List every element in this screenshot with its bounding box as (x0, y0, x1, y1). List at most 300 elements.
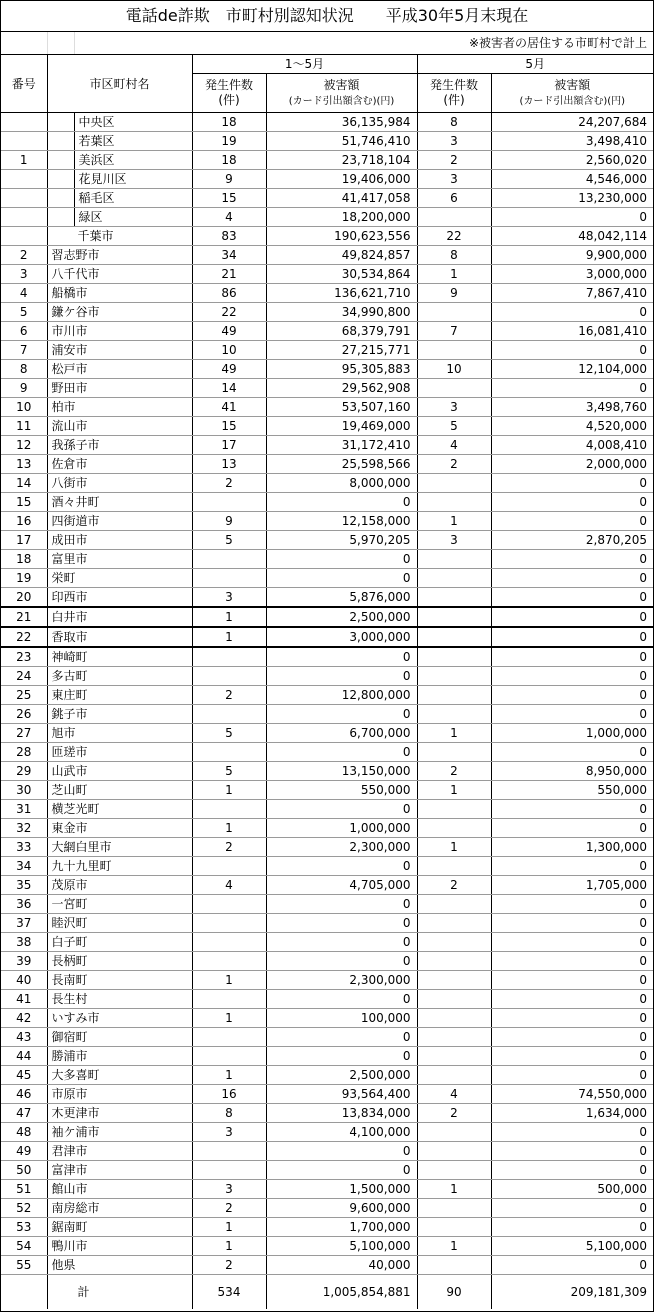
municipality-name: 横芝光町 (47, 800, 192, 819)
row-number (1, 227, 47, 246)
row-number: 16 (1, 512, 47, 531)
municipality-name: 旭市 (47, 724, 192, 743)
table-row (1, 724, 653, 743)
amount-jan-may: 0 (266, 800, 417, 819)
amount-jan-may: 0 (266, 857, 417, 876)
table-row (1, 1123, 653, 1142)
table-row (1, 1009, 653, 1028)
ward-name: 中央区 (74, 113, 192, 132)
count-may: 3 (417, 170, 491, 189)
amount-may: 2,000,000 (491, 455, 653, 474)
amount-jan-may: 1,700,000 (266, 1218, 417, 1237)
municipality-name: 長生村 (47, 990, 192, 1009)
amount-may: 2,560,020 (491, 151, 653, 170)
ward-row (1, 113, 653, 132)
row-number: 39 (1, 952, 47, 971)
table-row (1, 474, 653, 493)
amount-may: 8,950,000 (491, 762, 653, 781)
amount-may: 0 (491, 952, 653, 971)
count-may: 2 (417, 151, 491, 170)
row-number: 15 (1, 493, 47, 512)
amount-jan-may: 0 (266, 1028, 417, 1047)
amount-jan-may: 0 (266, 550, 417, 569)
total-row (1, 1275, 653, 1310)
count-jan-may (192, 493, 266, 512)
row-number: 41 (1, 990, 47, 1009)
page-title: 電話de詐欺 市町村別認知状況 平成30年5月末現在 (1, 1, 653, 32)
count-may: 1 (417, 265, 491, 284)
amount-jan-may: 0 (266, 569, 417, 588)
amount-jan-may: 0 (266, 1142, 417, 1161)
row-number: 17 (1, 531, 47, 550)
row-number: 8 (1, 360, 47, 379)
amount-jan-may: 1,000,000 (266, 819, 417, 838)
amount-may: 0 (491, 341, 653, 360)
row-number: 32 (1, 819, 47, 838)
ward-row (1, 170, 653, 189)
count-may: 1 (417, 1237, 491, 1256)
amount-jan-may: 95,305,883 (266, 360, 417, 379)
municipality-name: 睦沢町 (47, 914, 192, 933)
count-may (417, 800, 491, 819)
row-number: 11 (1, 417, 47, 436)
count-may (417, 1066, 491, 1085)
row-number: 47 (1, 1104, 47, 1123)
table-row (1, 838, 653, 857)
amount-jan-may: 0 (266, 914, 417, 933)
row-number: 5 (1, 303, 47, 322)
amount-jan-may: 18,200,000 (266, 208, 417, 227)
table-row (1, 1218, 653, 1237)
count-may (417, 895, 491, 914)
table-row (1, 1104, 653, 1123)
row-number (1, 208, 47, 227)
count-jan-may: 2 (192, 686, 266, 705)
count-may: 3 (417, 398, 491, 417)
count-jan-may: 1 (192, 781, 266, 800)
row-number: 43 (1, 1028, 47, 1047)
municipality-name: 香取市 (47, 627, 192, 647)
municipality-name: 銚子市 (47, 705, 192, 724)
row-number: 34 (1, 857, 47, 876)
amount-may: 48,042,114 (491, 227, 653, 246)
count-jan-may: 4 (192, 876, 266, 895)
count-may (417, 1161, 491, 1180)
row-number: 36 (1, 895, 47, 914)
table-row (1, 1028, 653, 1047)
row-number: 25 (1, 686, 47, 705)
count-may (417, 588, 491, 608)
amount-may: 0 (491, 512, 653, 531)
count-jan-may: 13 (192, 455, 266, 474)
table-row (1, 341, 653, 360)
ward-row (1, 189, 653, 208)
amount-may: 0 (491, 1218, 653, 1237)
municipality-name: 習志野市 (47, 246, 192, 265)
table-row (1, 686, 653, 705)
municipality-name: 多古町 (47, 667, 192, 686)
amount-jan-may: 0 (266, 895, 417, 914)
row-number: 23 (1, 647, 47, 667)
count-jan-may: 2 (192, 1256, 266, 1275)
amount-jan-may: 100,000 (266, 1009, 417, 1028)
row-number (1, 132, 47, 151)
row-number: 18 (1, 550, 47, 569)
count-jan-may: 8 (192, 1104, 266, 1123)
amount-jan-may: 51,746,410 (266, 132, 417, 151)
header-count-1: 発生件数 (件) (192, 74, 266, 113)
amount-may: 0 (491, 933, 653, 952)
amount-may: 3,498,410 (491, 132, 653, 151)
count-jan-may: 3 (192, 1180, 266, 1199)
amount-may: 0 (491, 895, 653, 914)
table-row (1, 436, 653, 455)
count-jan-may: 1 (192, 1009, 266, 1028)
amount-jan-may: 8,000,000 (266, 474, 417, 493)
count-jan-may: 15 (192, 189, 266, 208)
amount-jan-may: 2,500,000 (266, 1066, 417, 1085)
municipality-name: 大多喜町 (47, 1066, 192, 1085)
count-jan-may (192, 1028, 266, 1047)
amount-jan-may: 30,534,864 (266, 265, 417, 284)
table-row (1, 265, 653, 284)
count-jan-may: 34 (192, 246, 266, 265)
table-row (1, 895, 653, 914)
amount-jan-may: 13,834,000 (266, 1104, 417, 1123)
count-may: 10 (417, 360, 491, 379)
amount-may: 0 (491, 569, 653, 588)
municipality-name: 一宮町 (47, 895, 192, 914)
amount-jan-may: 40,000 (266, 1256, 417, 1275)
amount-may: 550,000 (491, 781, 653, 800)
amount-may: 0 (491, 1161, 653, 1180)
count-may: 5 (417, 417, 491, 436)
municipality-name: 館山市 (47, 1180, 192, 1199)
count-jan-may: 2 (192, 1199, 266, 1218)
count-jan-may (192, 895, 266, 914)
row-number: 50 (1, 1161, 47, 1180)
count-may (417, 1123, 491, 1142)
amount-may: 0 (491, 588, 653, 608)
count-may (417, 743, 491, 762)
row-number: 19 (1, 569, 47, 588)
amount-may: 13,230,000 (491, 189, 653, 208)
municipality-name: 柏市 (47, 398, 192, 417)
header-period-jan-may: 1～5月 (192, 55, 417, 74)
count-jan-may (192, 1047, 266, 1066)
row-number: 49 (1, 1142, 47, 1161)
amount-may: 12,104,000 (491, 360, 653, 379)
indent-cell (47, 170, 74, 189)
row-number: 21 (1, 607, 47, 627)
amount-jan-may: 6,700,000 (266, 724, 417, 743)
count-jan-may (192, 705, 266, 724)
municipality-name: 南房総市 (47, 1199, 192, 1218)
table-row (1, 493, 653, 512)
count-jan-may (192, 990, 266, 1009)
row-number (1, 113, 47, 132)
count-may (417, 550, 491, 569)
amount-may: 0 (491, 819, 653, 838)
row-number: 46 (1, 1085, 47, 1104)
row-number: 54 (1, 1237, 47, 1256)
count-jan-may: 2 (192, 474, 266, 493)
count-may (417, 819, 491, 838)
amount-may: 0 (491, 1009, 653, 1028)
count-may: 1 (417, 1180, 491, 1199)
amount-jan-may: 19,469,000 (266, 417, 417, 436)
municipality-name: 八街市 (47, 474, 192, 493)
indent-cell (47, 132, 74, 151)
table-row (1, 569, 653, 588)
amount-may: 0 (491, 550, 653, 569)
amount-may: 0 (491, 474, 653, 493)
amount-jan-may: 0 (266, 933, 417, 952)
amount-may: 0 (491, 667, 653, 686)
row-number: 26 (1, 705, 47, 724)
count-jan-may: 14 (192, 379, 266, 398)
table-row (1, 627, 653, 647)
count-may: 1 (417, 838, 491, 857)
count-jan-may: 2 (192, 838, 266, 857)
amount-may: 0 (491, 1066, 653, 1085)
amount-jan-may: 0 (266, 1161, 417, 1180)
amount-jan-may: 0 (266, 667, 417, 686)
municipality-name: 市川市 (47, 322, 192, 341)
blank-cell (47, 32, 74, 55)
count-may (417, 857, 491, 876)
amount-may: 16,081,410 (491, 322, 653, 341)
municipality-name: 山武市 (47, 762, 192, 781)
count-may: 8 (417, 246, 491, 265)
amount-jan-may: 5,970,205 (266, 531, 417, 550)
indent-cell (47, 151, 74, 170)
total-amount-may: 209,181,309 (491, 1275, 653, 1310)
indent-cell (47, 208, 74, 227)
table-row (1, 1161, 653, 1180)
table-row (1, 800, 653, 819)
count-jan-may: 15 (192, 417, 266, 436)
ward-name: 若葉区 (74, 132, 192, 151)
count-jan-may: 3 (192, 588, 266, 608)
count-jan-may: 1 (192, 627, 266, 647)
amount-may: 3,000,000 (491, 265, 653, 284)
count-jan-may: 1 (192, 607, 266, 627)
ward-name: 花見川区 (74, 170, 192, 189)
municipality-name: 茂原市 (47, 876, 192, 895)
municipality-name: 東金市 (47, 819, 192, 838)
header-no: 番号 (1, 55, 47, 113)
count-may (417, 303, 491, 322)
amount-jan-may: 0 (266, 705, 417, 724)
count-may (417, 341, 491, 360)
total-count-may: 90 (417, 1275, 491, 1310)
row-number: 33 (1, 838, 47, 857)
count-jan-may (192, 1161, 266, 1180)
table-row (1, 1199, 653, 1218)
row-number: 48 (1, 1123, 47, 1142)
count-may (417, 686, 491, 705)
count-may (417, 1009, 491, 1028)
count-jan-may: 22 (192, 303, 266, 322)
amount-jan-may: 550,000 (266, 781, 417, 800)
count-jan-may: 1 (192, 1237, 266, 1256)
municipality-name: 酒々井町 (47, 493, 192, 512)
count-jan-may: 5 (192, 724, 266, 743)
table-row (1, 322, 653, 341)
count-may (417, 1218, 491, 1237)
table-row (1, 952, 653, 971)
amount-jan-may: 49,824,857 (266, 246, 417, 265)
row-number: 30 (1, 781, 47, 800)
municipality-name: 鎌ケ谷市 (47, 303, 192, 322)
row-number: 44 (1, 1047, 47, 1066)
amount-may: 0 (491, 1256, 653, 1275)
amount-may: 3,498,760 (491, 398, 653, 417)
municipality-name: 船橋市 (47, 284, 192, 303)
count-jan-may: 18 (192, 151, 266, 170)
table-row (1, 417, 653, 436)
amount-jan-may: 1,500,000 (266, 1180, 417, 1199)
municipality-name: 四街道市 (47, 512, 192, 531)
amount-jan-may: 0 (266, 1047, 417, 1066)
row-number: 24 (1, 667, 47, 686)
row-number: 37 (1, 914, 47, 933)
count-may (417, 1047, 491, 1066)
amount-may: 1,634,000 (491, 1104, 653, 1123)
row-number (1, 170, 47, 189)
table-row (1, 531, 653, 550)
amount-jan-may: 136,621,710 (266, 284, 417, 303)
amount-jan-may: 68,379,791 (266, 322, 417, 341)
municipality-name: 白井市 (47, 607, 192, 627)
amount-may: 0 (491, 1028, 653, 1047)
amount-jan-may: 25,598,566 (266, 455, 417, 474)
count-jan-may: 18 (192, 113, 266, 132)
amount-jan-may: 12,800,000 (266, 686, 417, 705)
amount-may: 0 (491, 743, 653, 762)
table-row (1, 914, 653, 933)
header-amount-1: 被害額 (カード引出額含む)(円) (266, 74, 417, 113)
amount-may: 0 (491, 647, 653, 667)
row-number: 9 (1, 379, 47, 398)
row-number: 13 (1, 455, 47, 474)
count-may: 3 (417, 132, 491, 151)
city-subtotal-row (1, 227, 653, 246)
fraud-statistics-table (1, 1, 653, 1309)
count-may (417, 647, 491, 667)
amount-jan-may: 0 (266, 952, 417, 971)
count-jan-may (192, 550, 266, 569)
municipality-name: 佐倉市 (47, 455, 192, 474)
count-may: 1 (417, 724, 491, 743)
table-row (1, 1180, 653, 1199)
municipality-name: 鴨川市 (47, 1237, 192, 1256)
count-jan-may: 83 (192, 227, 266, 246)
table-row (1, 455, 653, 474)
count-may: 1 (417, 512, 491, 531)
count-jan-may: 10 (192, 341, 266, 360)
amount-may: 0 (491, 1142, 653, 1161)
count-jan-may: 19 (192, 132, 266, 151)
municipality-name: 成田市 (47, 531, 192, 550)
ward-row (1, 132, 653, 151)
amount-jan-may: 93,564,400 (266, 1085, 417, 1104)
count-may: 22 (417, 227, 491, 246)
table-row (1, 607, 653, 627)
amount-may: 5,100,000 (491, 1237, 653, 1256)
count-jan-may (192, 857, 266, 876)
count-jan-may: 86 (192, 284, 266, 303)
amount-jan-may: 0 (266, 743, 417, 762)
total-label: 計 (47, 1275, 192, 1310)
count-jan-may (192, 952, 266, 971)
row-number: 31 (1, 800, 47, 819)
table-row (1, 284, 653, 303)
amount-may: 4,546,000 (491, 170, 653, 189)
note-text: ※被害者の居住する市町村で計上 (74, 32, 653, 55)
count-may (417, 952, 491, 971)
count-jan-may: 1 (192, 971, 266, 990)
municipality-name: 鋸南町 (47, 1218, 192, 1237)
count-jan-may: 41 (192, 398, 266, 417)
amount-may: 0 (491, 627, 653, 647)
amount-jan-may: 2,300,000 (266, 838, 417, 857)
row-number: 22 (1, 627, 47, 647)
count-jan-may: 1 (192, 1218, 266, 1237)
count-may (417, 379, 491, 398)
municipality-name: 富津市 (47, 1161, 192, 1180)
ward-row (1, 151, 653, 170)
count-may: 4 (417, 1085, 491, 1104)
table-row (1, 588, 653, 608)
count-may: 2 (417, 1104, 491, 1123)
table-row (1, 781, 653, 800)
amount-jan-may: 0 (266, 647, 417, 667)
count-jan-may: 49 (192, 360, 266, 379)
table-row (1, 303, 653, 322)
count-may: 3 (417, 531, 491, 550)
municipality-name: 芝山町 (47, 781, 192, 800)
row-number: 27 (1, 724, 47, 743)
row-number: 29 (1, 762, 47, 781)
municipality-name: 神崎町 (47, 647, 192, 667)
municipality-name: 野田市 (47, 379, 192, 398)
row-number: 53 (1, 1218, 47, 1237)
row-number: 51 (1, 1180, 47, 1199)
municipality-name: 浦安市 (47, 341, 192, 360)
municipality-name: 富里市 (47, 550, 192, 569)
header-period-may: 5月 (417, 55, 653, 74)
amount-may: 0 (491, 1047, 653, 1066)
indent-cell (47, 189, 74, 208)
table-row (1, 743, 653, 762)
amount-may: 0 (491, 379, 653, 398)
table-row (1, 705, 653, 724)
count-may (417, 1028, 491, 1047)
count-may (417, 667, 491, 686)
amount-may: 0 (491, 607, 653, 627)
amount-jan-may: 23,718,104 (266, 151, 417, 170)
table-row (1, 819, 653, 838)
count-jan-may: 5 (192, 531, 266, 550)
amount-may: 0 (491, 686, 653, 705)
table-row (1, 512, 653, 531)
row-number: 45 (1, 1066, 47, 1085)
count-may (417, 933, 491, 952)
count-may (417, 971, 491, 990)
amount-jan-may: 36,135,984 (266, 113, 417, 132)
